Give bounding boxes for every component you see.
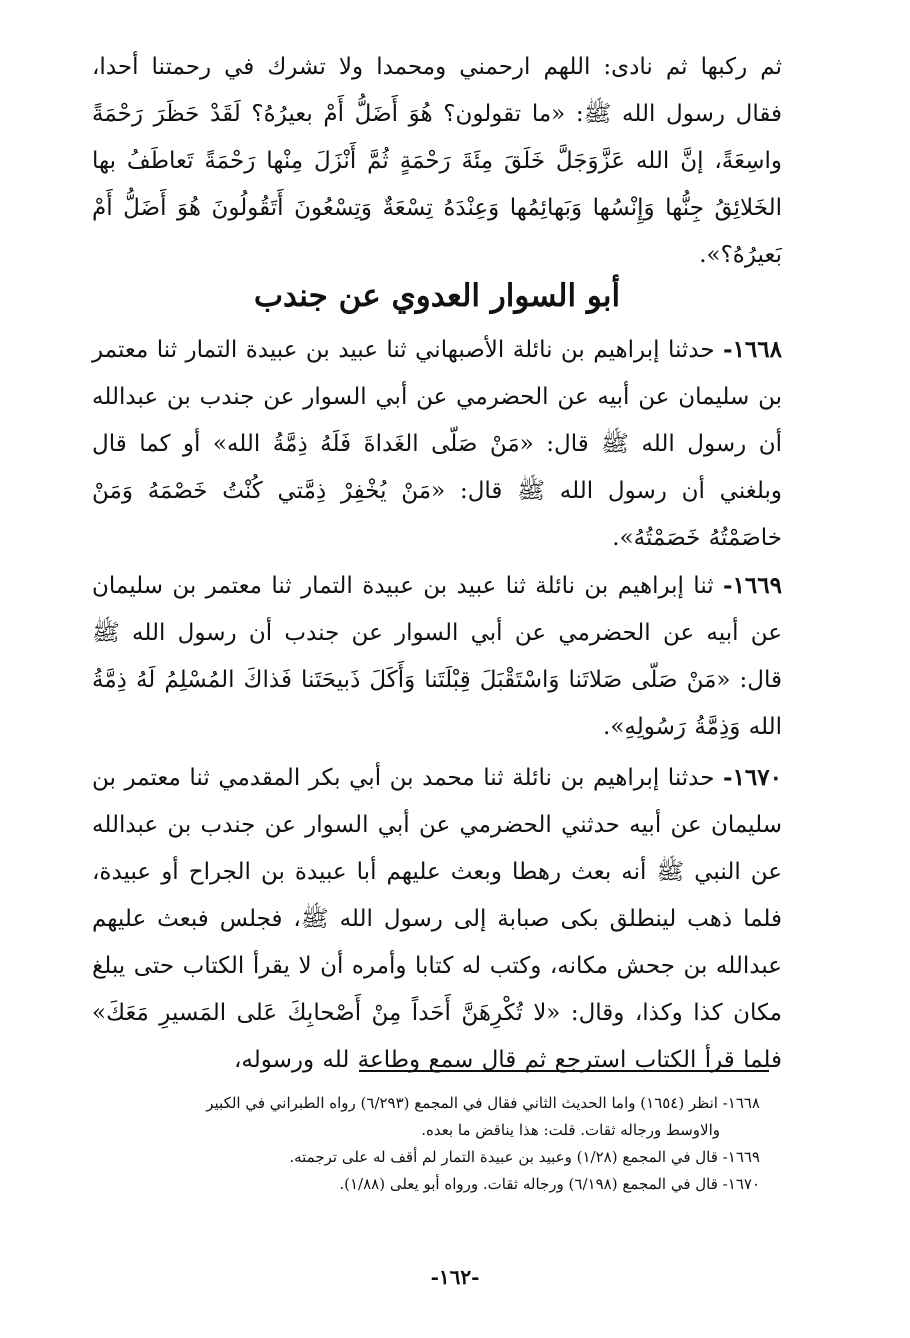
hadith-1668	[92, 326, 782, 562]
hadith-text: ثنا إبراهيم بن نائلة ثنا عبيد بن عبيدة التمار ثنا معتمر بن سليمان عن أبيه عن الحضرمي عن أبي السوار عن جندب أن رسول الله ﷺ قال: «مَنْ صَلّى صَلاتَنا وَاسْتَقْبَلَ قِبْلَتَنا وَأَكَلَ ذَبيحَتَنا فَذاكَ المُسْلِمُ لَهُ ذِمَّةُ الله وَذِمَّةُ رَسُولِهِ».	[92, 573, 782, 740]
footnotes	[110, 1090, 760, 1198]
hadith-number: ١٦٧٠-	[723, 764, 782, 791]
footnote-1669: ١٦٦٩- قال في المجمع (١/٢٨) وعبيد بن عبيدة التمار لم أقف له على ترجمته.	[289, 1148, 760, 1166]
hadith-text: حدثنا إبراهيم بن نائلة الأصبهاني ثنا عبيد بن عبيدة التمار ثنا معتمر بن سليمان عن أبيه عن الحضرمي عن أبي السوار عن جندب بن عبدالله أن رسول الله ﷺ قال: «مَنْ صَلّى الغَداةَ فَلَهُ ذِمَّةُ الله» أو كما قال وبلغني أن رسول الله ﷺ قال: «مَنْ يُخْفِرْ ذِمَّتي كُنْتُ خَصْمَهُ وَمَنْ خاصَمْتُهُ خَصَمْتُهُ».	[92, 337, 782, 551]
hadith-1669	[92, 562, 782, 751]
section-title: أبو السوار العدوي عن جندب	[253, 278, 621, 314]
footnote-1668: ١٦٦٨- انظر (١٦٥٤) واما الحديث الثاني فقال في المجمع (٦/٢٩٣) رواه الطبراني في الكبير	[206, 1094, 760, 1112]
hadith-1670	[92, 754, 782, 1084]
hadith-number: ١٦٦٨-	[723, 336, 782, 363]
footnote-1670: ١٦٧٠- قال في المجمع (٦/١٩٨) ورجاله ثقات. ورواه أبو يعلى (١/٨٨).	[339, 1175, 760, 1193]
hadith-text: حدثنا إبراهيم بن نائلة ثنا محمد بن أبي بكر المقدمي ثنا معتمر بن سليمان عن أبيه حدثني الحضرمي عن أبي السوار عن جندب بن عبدالله عن النبي ﷺ أنه بعث رهطا وبعث عليهم أبا عبيدة بن الجراح أو عبيدة، فلما ذهب لينطلق بكى صبابة إلى رسول الله ﷺ، فجلس فبعث عليهم عبدالله بن جحش مكانه، وكتب له كتابا وأمره أن لا يقرأ الكتاب حتى يبلغ مكان كذا وكذا، وقال: «لا تُكْرِهَنَّ أَحَداً مِنْ أَصْحابِكَ عَلى المَسيرِ مَعَكَ» فلما قرأ الكتاب استرجع ثم قال سمع وطاعة لله ورسوله،	[92, 765, 782, 1073]
footnote-divider	[359, 1070, 769, 1072]
page-number: -١٦٢-	[430, 1265, 480, 1289]
hadith-number: ١٦٦٩-	[723, 572, 782, 599]
footnote-1668-continued: والاوسط ورجاله ثقات. قلت: هذا يناقض ما بعده.	[421, 1121, 720, 1139]
intro-paragraph: ثم ركبها ثم نادى: اللهم ارحمني ومحمدا ولا تشرك في رحمتنا أحدا، فقال رسول الله ﷺ: «ما تقولون؟ هُوَ أَضَلُّ أَمْ بعيرُهُ؟ لَقَدْ حَظَرَ رَحْمَةً واسِعَةً، إنَّ الله عَزَّوَجَلَّ خَلَقَ مِئَةَ رَحْمَةٍ ثُمَّ أَنْزَلَ مِنْها رَحْمَةً تَعاطَفُ بها الخَلائِقُ جِنُّها وَإِنْسُها وَبَهائِمُها وَعِنْدَهُ تِسْعَةٌ وَتِسْعُونَ أَتَقُولُونَ هُوَ أَضَلُّ أَمْ بَعيرُهُ؟».	[92, 54, 782, 268]
